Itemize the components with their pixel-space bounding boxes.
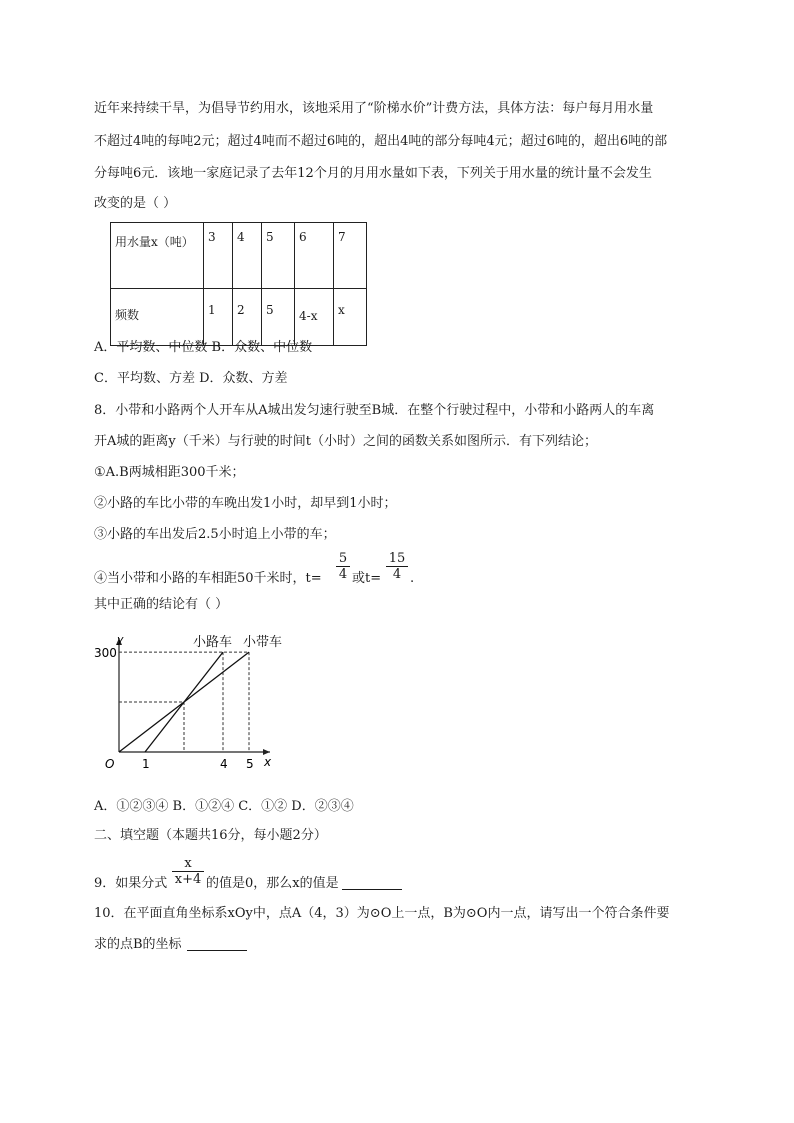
q9-answer-blank[interactable] <box>342 889 402 890</box>
fraction-numerator: 15 <box>386 551 408 567</box>
q8-line-1: 8．小带和小路两个人开车从A城出发匀速行驶至B城．在整个行驶过程中，小带和小路两人的车离 <box>94 403 655 418</box>
x-tick-label: 4 <box>220 757 228 771</box>
x-axis-label: x <box>264 755 272 769</box>
table-cell: 频数 <box>111 289 204 346</box>
q9-prefix: 9．如果分式 <box>94 876 168 891</box>
y-axis-label: y <box>117 633 124 646</box>
table-cell: 6 <box>295 223 334 289</box>
q10-line-2: 求的点B的坐标 <box>94 937 182 952</box>
table-cell: 2 <box>233 289 262 346</box>
q8-conclusion-1: ①A.B两城相距300千米； <box>94 465 245 480</box>
q7-options-ab: A．平均数、中位数 B．众数、中位数 <box>94 340 313 355</box>
table-cell: 3 <box>204 223 233 289</box>
table-cell: 5 <box>262 289 295 346</box>
table-row <box>111 289 367 346</box>
fraction-denominator: 4 <box>338 567 348 582</box>
y-tick-label: 300 <box>94 646 117 661</box>
series-label: 小路车 <box>193 635 233 651</box>
q8-conclusion-2: ②小路的车比小带的车晚出发1小时，却早到1小时； <box>94 496 397 511</box>
table-cell: 用水量x（吨） <box>111 223 204 289</box>
q9-suffix: 的值是0，那么x的值是 <box>206 876 339 891</box>
fraction-x-over-x-plus-4 <box>172 856 204 887</box>
table-cell: 7 <box>334 223 367 289</box>
table-cell: 4-x <box>295 289 334 346</box>
q8-c4-text: ④当小带和小路的车相距50千米时，t= <box>94 571 322 586</box>
q8-options: A．①②③④ B．①②④ C．①② D．②③④ <box>94 799 354 814</box>
table-cell: 5 <box>262 223 295 289</box>
fraction-denominator: x+4 <box>174 872 202 887</box>
chart-layer <box>94 633 282 771</box>
fraction-5-4 <box>336 551 350 582</box>
series-line-2 <box>119 652 249 752</box>
fraction-numerator: x <box>172 856 204 872</box>
q8-line-2: 开A城的距离y（千米）与行驶的时间t（小时）之间的函数关系如图所示．有下列结论； <box>94 434 597 449</box>
fraction-denominator: 4 <box>392 567 402 582</box>
q8-c4-end: . <box>410 571 415 586</box>
q7-line-1: 近年来持续干旱，为倡导节约用水，该地采用了“阶梯水价”计费方法，具体方法：每户每月用水量 <box>94 101 654 116</box>
series-label: 小带车 <box>243 635 283 651</box>
q7-line-2: 不超过4吨的每吨2元；超过4吨而不超过6吨的，超出4吨的部分每吨4元；超过6吨的，超出6吨的部 <box>94 134 668 149</box>
distance-time-chart <box>94 630 294 780</box>
q8-conclusion-4 <box>94 571 322 587</box>
q7-line-4: 改变的是（ ） <box>94 196 177 211</box>
x-tick-label: 5 <box>246 757 254 771</box>
q8-conclusion-3: ③小路的车出发后2.5小时追上小带的车； <box>94 527 336 542</box>
water-usage-table <box>110 222 367 346</box>
table-cell: 1 <box>204 289 233 346</box>
section-2-title: 二、填空题（本题共16分，每小题2分） <box>94 828 327 843</box>
q7-options-cd: C．平均数、方差 D．众数、方差 <box>94 371 288 386</box>
q8-question: 其中正确的结论有（ ） <box>94 597 229 612</box>
q10-line-1: 10．在平面直角坐标系xOy中，点A（4，3）为⊙O上一点，B为⊙O内一点，请写出一个符合条件要 <box>94 906 670 921</box>
table-row <box>111 223 367 289</box>
fraction-numerator: 5 <box>336 551 350 567</box>
q10-answer-blank[interactable] <box>187 950 247 951</box>
fraction-15-4 <box>386 551 408 582</box>
x-tick-label: 1 <box>142 757 150 771</box>
q8-c4-mid: 或t= <box>352 571 382 586</box>
q7-line-3: 分每吨6元．该地一家庭记录了去年12个月的月用水量如下表，下列关于用水量的统计量不会发生 <box>94 166 652 181</box>
table-cell: x <box>334 289 367 346</box>
origin-label: O <box>105 757 115 771</box>
table-cell: 4 <box>233 223 262 289</box>
